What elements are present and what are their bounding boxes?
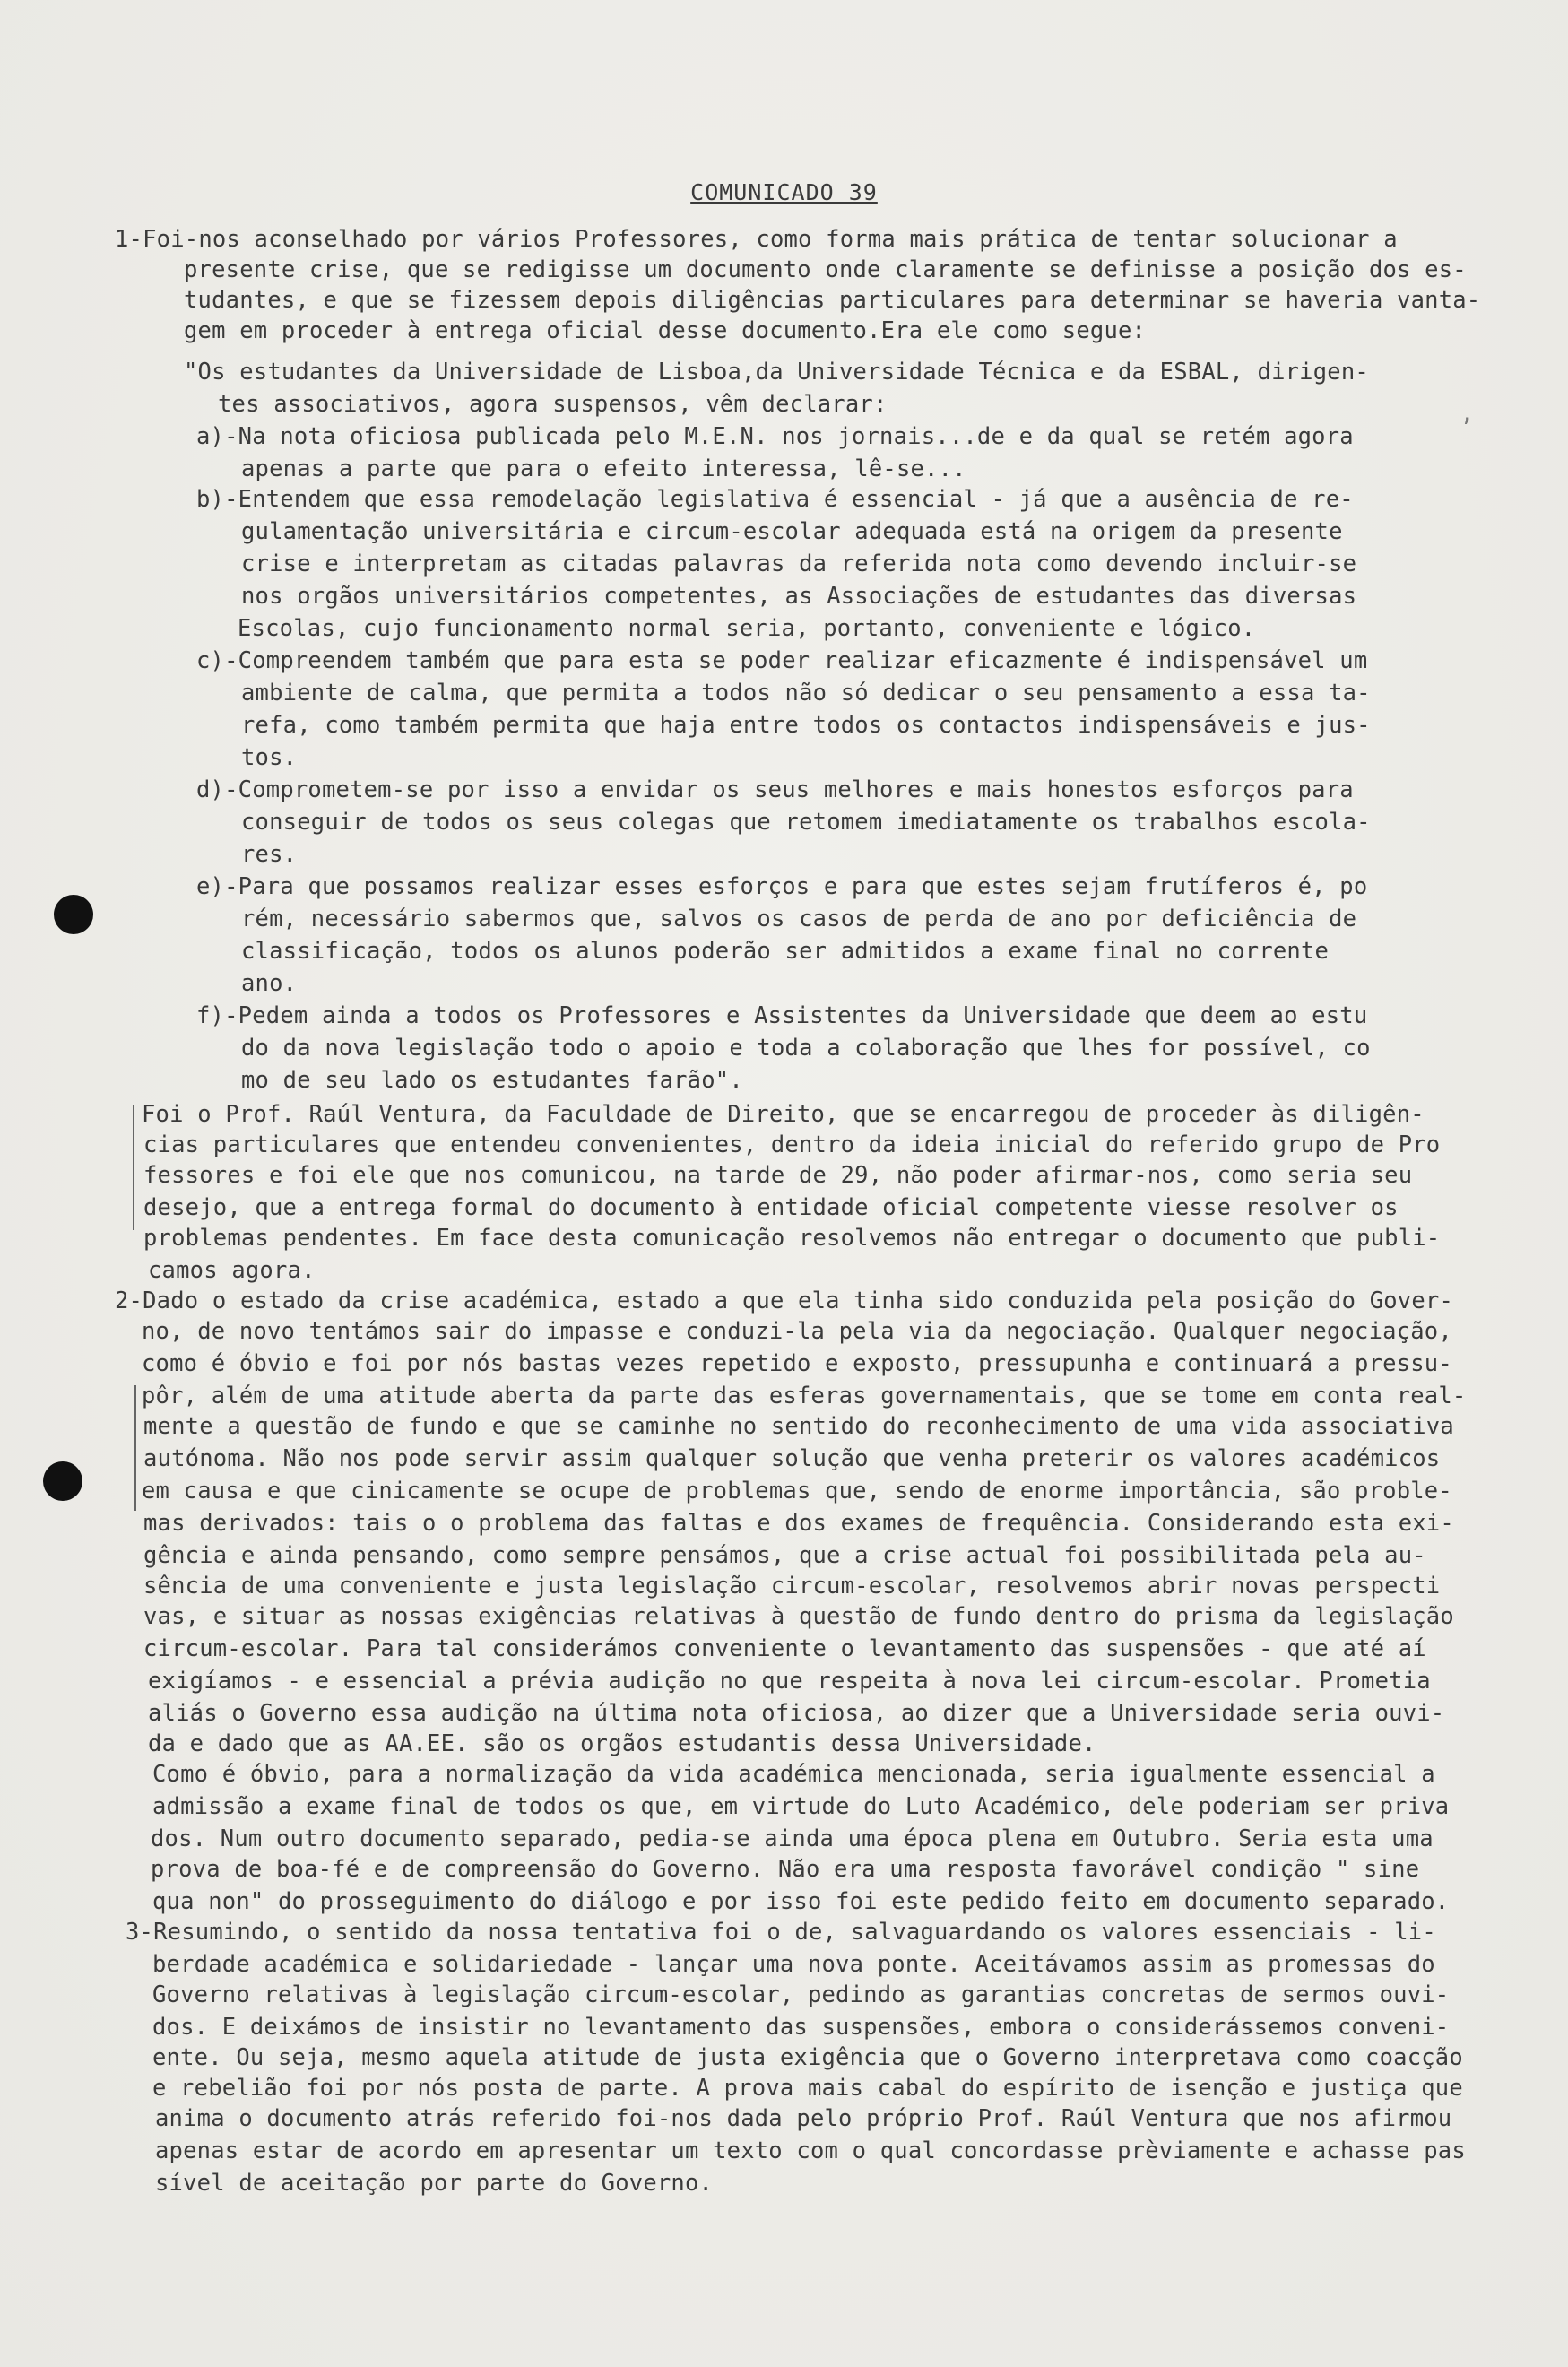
text-line: conseguir de todos os seus colegas que retomem imediatamente os trabalhos escola- [241,809,1371,836]
punch-hole-bottom [43,1461,82,1501]
text-line: tes associativos, agora suspensos, vêm declarar: [218,391,888,418]
text-line: ente. Ou seja, mesmo aquela atitude de justa exigência que o Governo interpretava como coacção [152,2044,1463,2071]
text-line: nos orgãos universitários competentes, as Associações de estudantes das diversas [241,583,1357,610]
text-line: dos. E deixámos de insistir no levantamento das suspensões, embora o considerássemos conveni- [152,2014,1450,2041]
text-line: mo de seu lado os estudantes farão". [241,1067,743,1094]
punch-hole-top [54,895,93,934]
margin-line-mark [133,1105,134,1230]
text-line: tudantes, e que se fizessem depois diligências particulares para determinar se haveria vanta- [184,287,1481,314]
text-line: dos. Num outro documento separado, pedia-se ainda uma época plena em Outubro. Seria esta uma [151,1825,1434,1852]
text-line: ambiente de calma, que permita a todos não só dedicar o seu pensamento a essa ta- [241,680,1371,707]
text-line: mente a questão de fundo e que se caminhe no sentido do reconhecimento de uma vida associativa [143,1413,1454,1440]
text-line: exigíamos - e essencial a prévia audição no que respeita à nova lei circum-escolar. Prometia [148,1668,1431,1695]
stray-mark: ’ [1460,414,1474,441]
text-line: mas derivados: tais o o problema das faltas e dos exames de frequência. Considerando esta exi- [143,1510,1454,1537]
text-line: res. [241,841,298,868]
text-line: "Os estudantes da Universidade de Lisboa,da Universidade Técnica e da ESBAL, dirigen- [184,359,1369,386]
text-line: Governo relativas à legislação circum-escolar, pedindo as garantias concretas de sermos ouvi- [152,1981,1450,2008]
text-line: prova de boa-fé e de compreensão do Governo. Não era uma resposta favorável condição " sine [151,1856,1420,1883]
text-line: gem em proceder à entrega oficial desse documento.Era ele como segue: [184,317,1147,344]
text-line: ano. [241,970,298,997]
text-line: gulamentação universitária e circum-escolar adequada está na origem da presente [241,518,1343,545]
text-line: em causa e que cinicamente se ocupe de problemas que, sendo de enorme importância, são proble- [142,1478,1452,1504]
text-line: aliás o Governo essa audição na última nota oficiosa, ao dizer que a Universidade seria ouvi- [148,1700,1445,1727]
text-line: admissão a exame final de todos os que, em virtude do Luto Académico, dele poderiam ser priva [152,1793,1450,1820]
text-line: no, de novo tentámos sair do impasse e conduzi-la pela via da negociação. Qualquer negociação, [142,1318,1452,1345]
text-line: problemas pendentes. Em face desta comunicação resolvemos não entregar o documento que publi- [143,1225,1441,1252]
text-line: Foi o Prof. Raúl Ventura, da Faculdade de Direito, que se encarregou de proceder às diligên- [142,1101,1425,1128]
text-line: sência de uma conveniente e justa legislação circum-escolar, resolvemos abrir novas perspecti [143,1573,1441,1600]
text-line: e)-Para que possamos realizar esses esforços e para que estes sejam frutíferos é, po [196,873,1368,900]
text-line: Como é óbvio, para a normalização da vida académica mencionada, seria igualmente essencial a [152,1761,1435,1788]
text-line: berdade académica e solidariedade - lançar uma nova ponte. Aceitávamos assim as promessas do [152,1951,1435,1978]
text-line: gência e ainda pensando, como sempre pensámos, que a crise actual foi possibilitada pela au- [143,1542,1426,1569]
text-line: vas, e situar as nossas exigências relativas à questão de fundo dentro do prisma da legislação [143,1603,1454,1630]
text-line: 3-Resumindo, o sentido da nossa tentativa foi o de, salvaguardando os valores essenciais - li- [126,1919,1436,1946]
text-line: c)-Compreendem também que para esta se poder realizar eficazmente é indispensável um [196,647,1368,674]
text-line: rém, necessário sabermos que, salvos os casos de perda de ano por deficiência de [241,906,1357,932]
text-line: presente crise, que se redigisse um documento onde claramente se definisse a posição dos es- [184,256,1467,283]
text-line: apenas estar de acordo em apresentar um texto com o qual concordasse prèviamente e achasse pas [155,2137,1466,2164]
text-line: pôr, além de uma atitude aberta da parte das esferas governamentais, que se tome em conta real- [142,1383,1467,1409]
text-line: fessores e foi ele que nos comunicou, na tarde de 29, não poder afirmar-nos, como seria seu [143,1162,1413,1189]
text-line: qua non" do prosseguimento do diálogo e por isso foi este pedido feito em documento separado. [152,1888,1450,1915]
text-line: do da nova legislação todo o apoio e toda a colaboração que lhes for possível, co [241,1035,1371,1062]
text-line: cias particulares que entendeu convenientes, dentro da ideia inicial do referido grupo de Pro [143,1131,1441,1158]
text-line: autónoma. Não nos pode servir assim qualquer solução que venha preterir os valores académicos [143,1445,1441,1472]
text-line: f)-Pedem ainda a todos os Professores e Assistentes da Universidade que deem ao estu [196,1002,1368,1029]
text-line: refa, como também permita que haja entre todos os contactos indispensáveis e jus- [241,712,1371,739]
text-line: d)-Comprometem-se por isso a envidar os seus melhores e mais honestos esforços para [196,776,1354,803]
margin-line-mark [134,1385,136,1511]
text-line: crise e interpretam as citadas palavras da referida nota como devendo incluir-se [241,551,1357,577]
text-line: circum-escolar. Para tal considerámos conveniente o levantamento das suspensões - que até aí [143,1635,1426,1662]
text-line: b)-Entendem que essa remodelação legislativa é essencial - já que a ausência de re- [196,486,1354,513]
text-line: anima o documento atrás referido foi-nos dada pelo próprio Prof. Raúl Ventura que nos afirmou [155,2105,1452,2132]
text-line: camos agora. [148,1257,316,1284]
text-line: 1-Foi-nos aconselhado por vários Professores, como forma mais prática de tentar solucionar a [115,226,1398,253]
text-line: da e dado que as AA.EE. são os orgãos estudantis dessa Universidade. [148,1730,1096,1757]
text-line: e rebelião foi por nós posta de parte. A prova mais cabal do espírito de isenção e justiça que [152,2075,1463,2102]
text-line: como é óbvio e foi por nós bastas vezes repetido e exposto, pressupunha e continuará a pressu- [142,1350,1452,1377]
text-line: tos. [241,744,298,771]
page-title: COMUNICADO 39 [690,179,878,205]
text-line: classificação, todos os alunos poderão ser admitidos a exame final no corrente [241,938,1330,965]
text-line: Escolas, cujo funcionamento normal seria, portanto, conveniente e lógico. [238,615,1256,642]
text-line: 2-Dado o estado da crise académica, estado a que ela tinha sido conduzida pela posição do Gover- [115,1288,1454,1314]
text-line: desejo, que a entrega formal do documento à entidade oficial competente viesse resolver os [143,1194,1399,1221]
text-line: a)-Na nota oficiosa publicada pelo M.E.N. nos jornais...de e da qual se retém agora [196,423,1354,450]
text-line: sível de aceitação por parte do Governo. [155,2170,714,2197]
text-line: apenas a parte que para o efeito interessa, lê-se... [241,455,966,482]
